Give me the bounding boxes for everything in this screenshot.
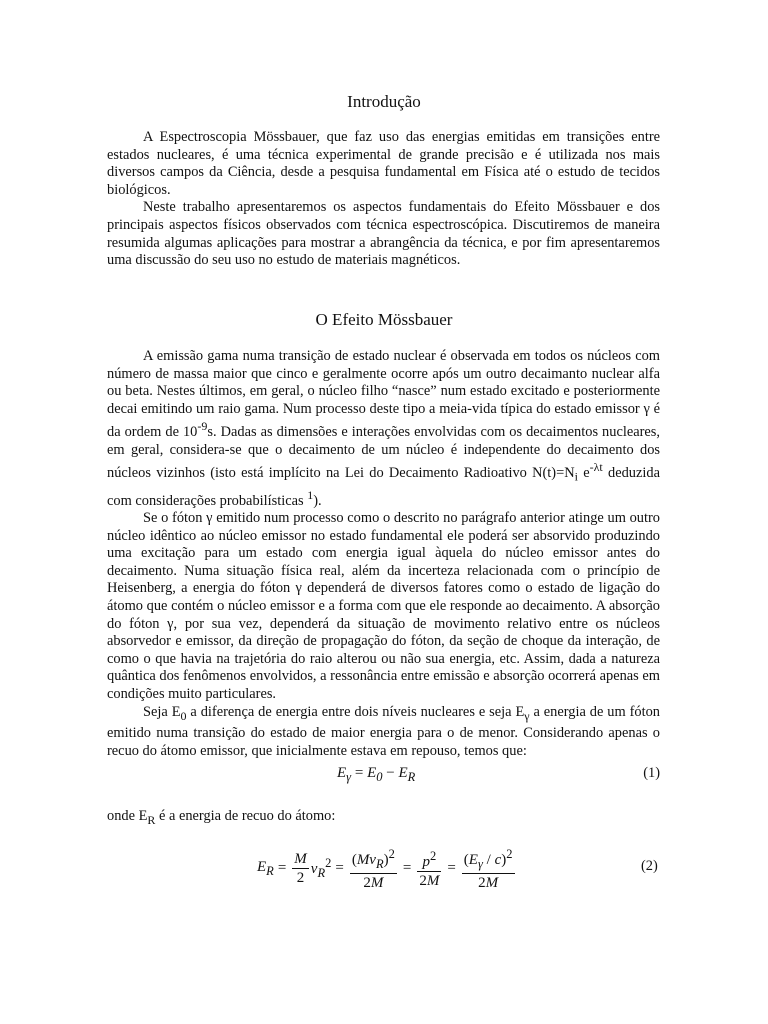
subscript: R xyxy=(147,812,156,827)
text-run: onde E xyxy=(107,808,148,824)
text-run: a energia de um fóton emitido numa transição do estado de maior energia para o de menor. Considerando apenas o recuo do átomo emissor, que inicialmente estava em repouso, temos que: xyxy=(107,703,660,759)
intro-paragraph-2: Neste trabalho apresentaremos os aspectos fundamentais do Efeito Mössbauer e dos principais aspectos físicos observados com técnica espectroscópica. Discutiremos de maneira resumida algumas aplicações para mostrar a abrangência da técnica, e por fim apresentaremos uma discussão do seu uso no estudo de materiais magnéticos. xyxy=(107,199,660,269)
superscript: -λt xyxy=(589,460,603,475)
text-run: a diferença de energia entre dois níveis nucleares e seja E xyxy=(186,703,525,720)
efeito-paragraph-1 xyxy=(107,348,660,510)
text-run: e xyxy=(577,465,590,482)
efeito-paragraph-2: Se o fóton γ emitido num processo como o descrito no parágrafo anterior atinge um outro núcleo idêntico ao núcleo emissor no estado fundamental ele poderá ser absorvido produzindo uma excitação para um estado com energia igual àquela do núcleo emissor antes do decaimento. Numa situação física real, além da incerteza relacionada com o princípio de Heisenberg, a energia do fóton γ dependerá de diversos fatores como o estado de ligação do átomo que contém o núcleo emissor e a forma com que ele responde ao decaimento. A absorção do fóton γ, por sua vez, dependerá da situação de movimento relativo entre os núcleos absorvedor e emissor, da direção de propagação do fóton, da seção de choque da interação, de como o que havia na trajetória do raio alterou ou não sua energia, etc. Assim, dada a natureza quântica dos fenômenos envolvidos, a ressonância entre emissão e absorção ocorrerá apenas em condições muito particulares. xyxy=(107,510,660,702)
text-run: Seja E xyxy=(143,703,181,720)
equation-2-formula: $E_R$ = $\frac{M}{2}$ $v_R^2$ = $\frac{(Mv_R)^2}{2M}$ = $\frac{p^2}{2M}$ = $\frac{(E_\gamma / c)^2}{2M}$ xyxy=(257,847,513,891)
text-run: A emissão gama numa transição de estado nuclear é observada em todos os núcleos com número de massa maior que cinco e geralmente ocorre após um outro decaimanto nuclear alfa ou beta. Nestes últimos, em geral, o núcleo filho “nasce” num estado excitado e posteriormente decai emitindo um raio gama. Num processo deste tipo a meia-vida típica do estado emissor γ é da ordem de 10 xyxy=(107,348,660,441)
superscript: -9 xyxy=(197,419,208,434)
equation-2-number: (2) xyxy=(641,858,658,874)
onde-text xyxy=(107,808,660,829)
text-run: ). xyxy=(313,492,322,509)
text-run: é a energia de recuo do átomo: xyxy=(155,808,336,824)
text-run: deduzida com considerações probabilísticas xyxy=(107,465,660,509)
equation-1-formula: $E_\gamma = E_0 - E_R$ xyxy=(337,765,416,784)
section-title-introducao: Introdução xyxy=(347,92,421,111)
intro-paragraph-1: A Espectroscopia Mössbauer, que faz uso das energias emitidas em transições entre estados nucleares, é uma técnica experimental de grande precisão e é utilizada nos mais diversos campos da Ciência, desde a pesquisa fundamental em Física até o estudo de tecidos biológicos. xyxy=(107,129,660,198)
reference-superscript: 1 xyxy=(307,487,314,502)
efeito-text xyxy=(107,348,660,760)
subscript: 0 xyxy=(180,708,187,723)
equation-1 xyxy=(107,765,660,805)
intro-text xyxy=(107,129,660,270)
efeito-paragraph-3 xyxy=(107,704,660,761)
equation-1-number: (1) xyxy=(643,765,660,781)
text-run: s. Dadas as dimensões e interações envolvidas com os decaimentos nucleares, em geral, considera-se que o decaimento de um núcleo é independente do decaimento dos núcleos vizinhos (isto está implícito na Lei do Decaimento Radioativo N(t)=N xyxy=(107,424,660,482)
onde-paragraph xyxy=(107,808,660,829)
subscript: γ xyxy=(524,708,530,723)
section-title-efeito-mossbauer: O Efeito Mössbauer xyxy=(315,310,453,329)
subscript: i xyxy=(574,470,578,485)
